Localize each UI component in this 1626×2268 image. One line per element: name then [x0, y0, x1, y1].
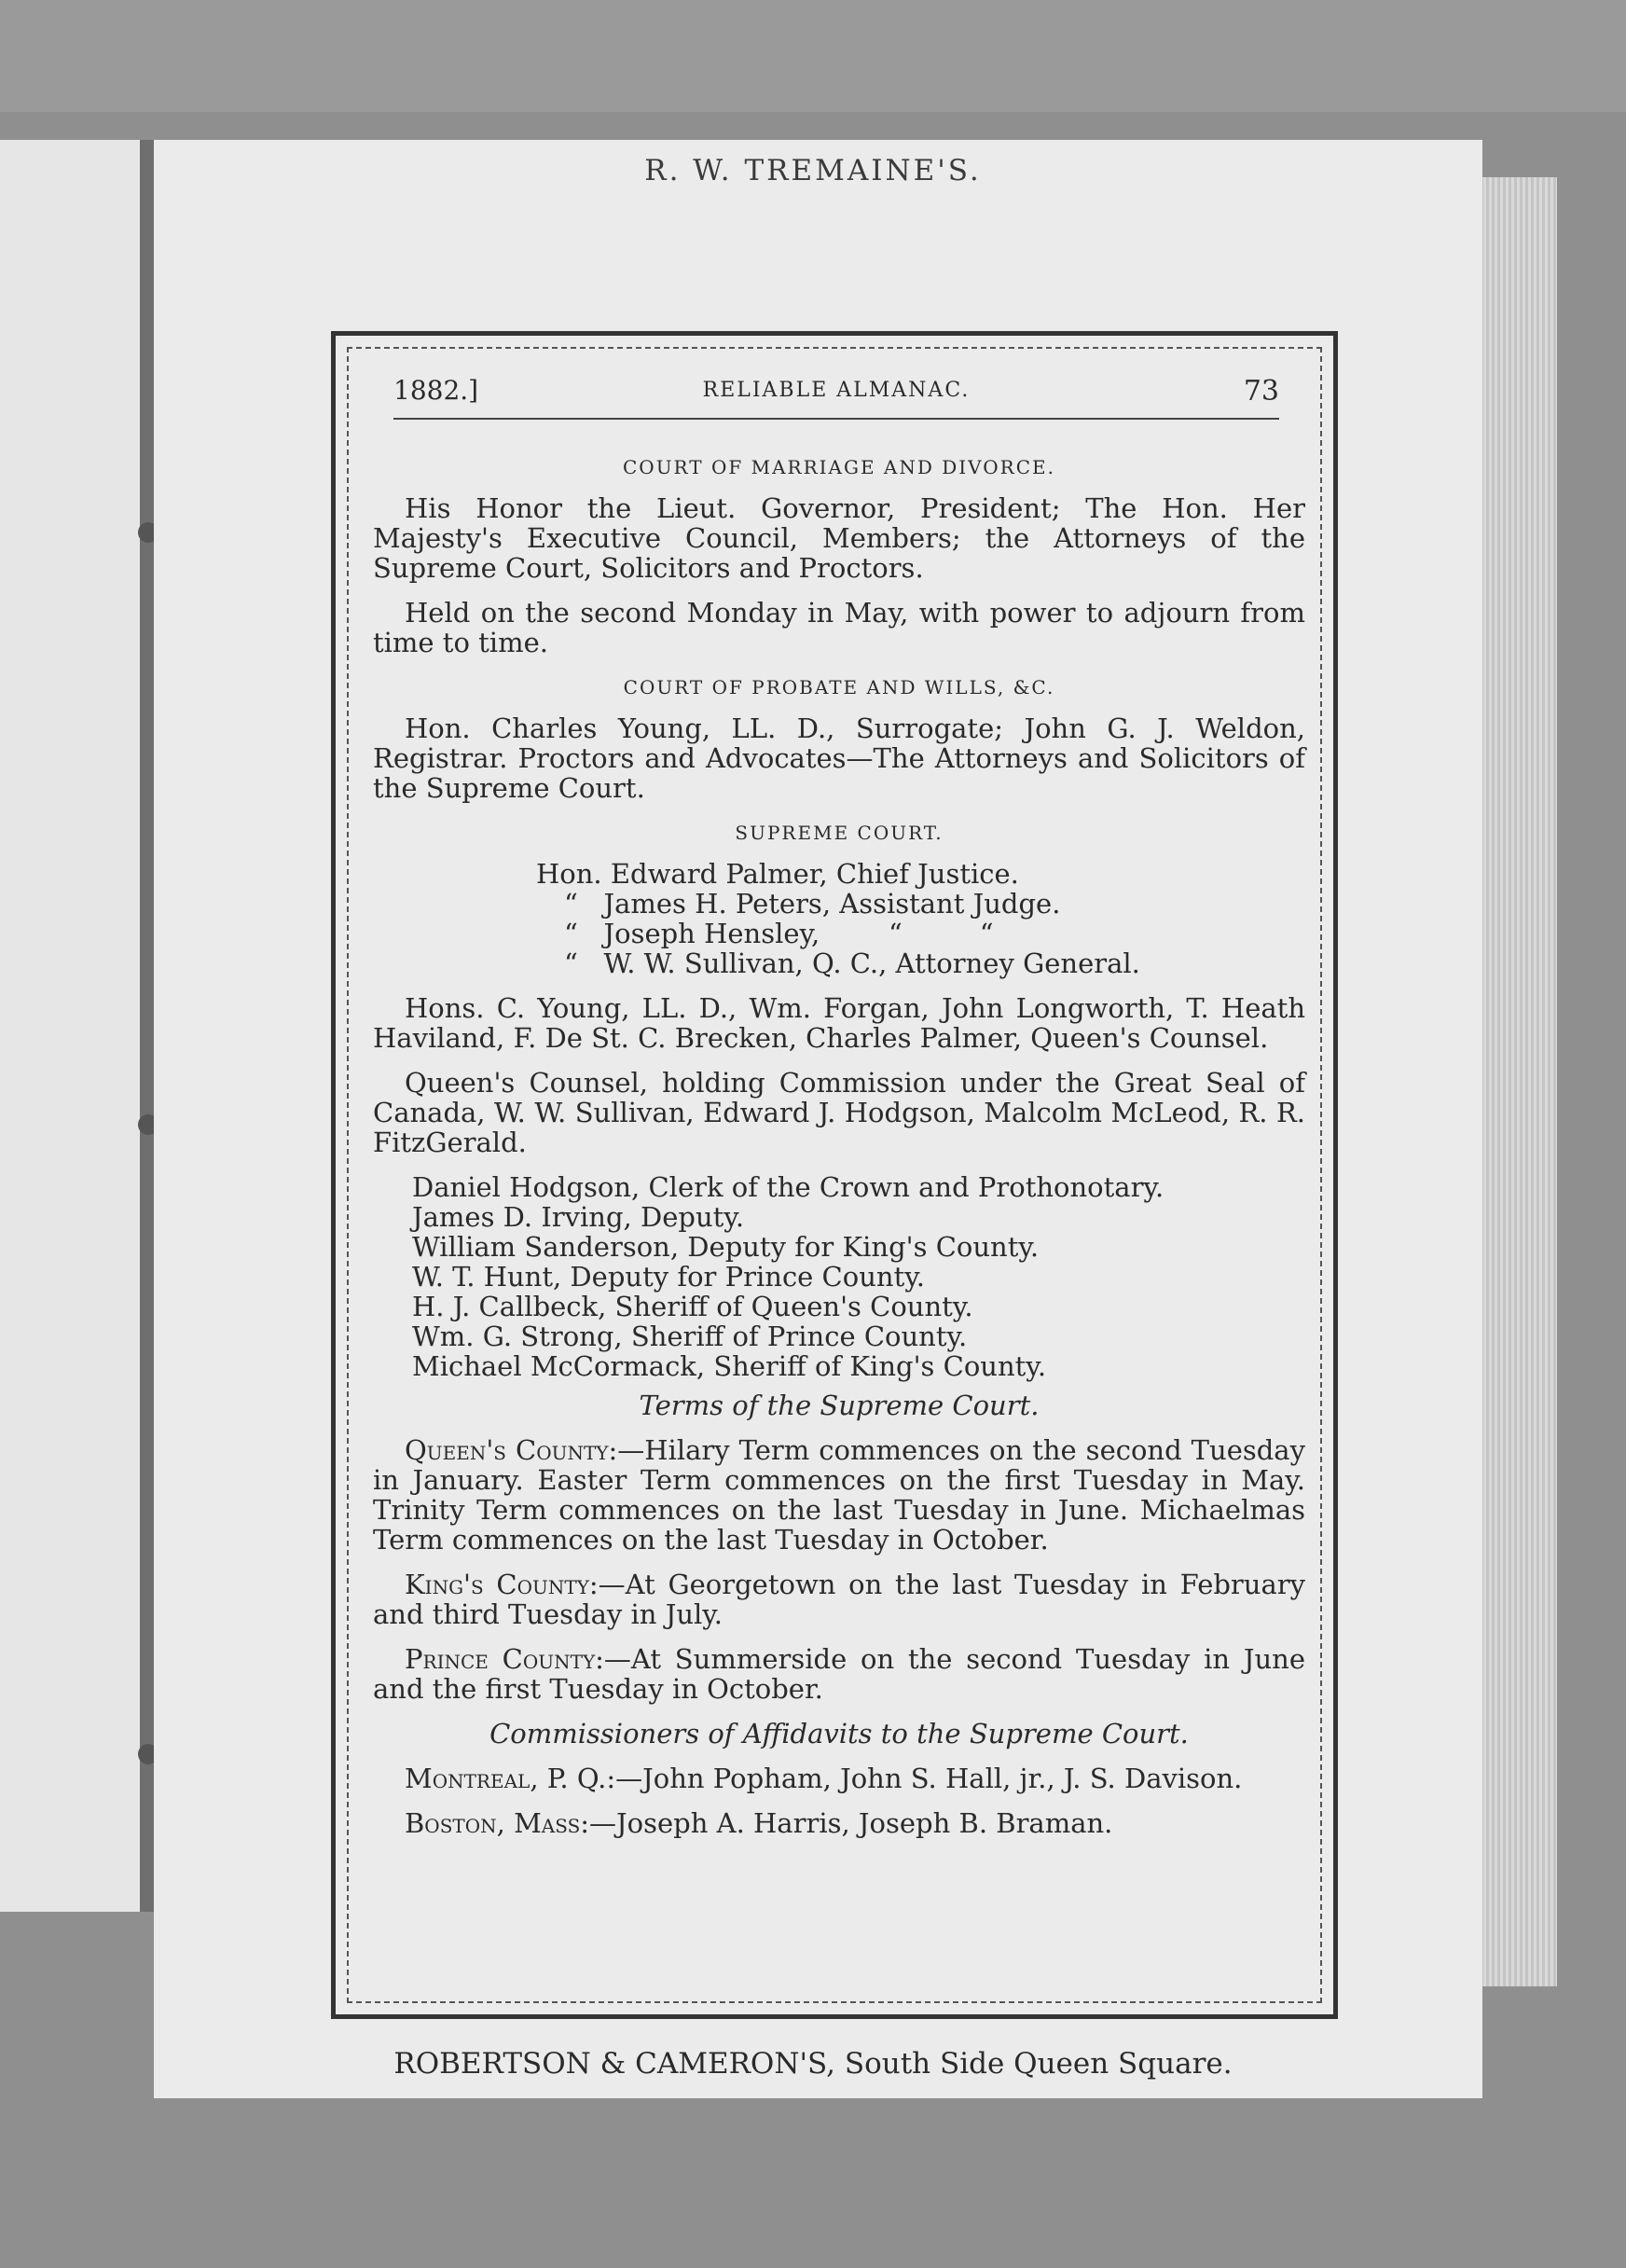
officer-line: W. T. Hunt, Deputy for Prince County. — [412, 1261, 925, 1293]
county-text: :—At Georgetown on the last Tuesday in February and third Tuesday in July. — [373, 1569, 1305, 1630]
county-label: Queen's County — [405, 1434, 609, 1466]
commissioners-boston — [373, 1808, 1305, 1838]
county-label: Prince County — [405, 1643, 596, 1675]
county-text: :—At Summerside on the second Tuesday in June and the first Tuesday in October. — [373, 1643, 1305, 1705]
officer-line: Michael McCormack, Sheriff of King's County. — [412, 1350, 1047, 1382]
page-number: 73 — [1243, 375, 1279, 408]
officer-line: James D. Irving, Deputy. — [412, 1201, 745, 1233]
city-label: Montreal, P. Q. — [405, 1763, 607, 1794]
header-rule — [393, 418, 1279, 420]
probate-paragraph: Hon. Charles Young, LL. D., Surrogate; John G. J. Weldon, Registrar. Proctors and Advocates—The Attorneys and Solicitors of the Supreme Court. — [373, 712, 1305, 804]
terms-prince-county — [373, 1644, 1305, 1704]
officers-list — [373, 1172, 1305, 1381]
officer-line: Daniel Hodgson, Clerk of the Crown and Prothonotary. — [412, 1171, 1164, 1203]
officer-line: Wm. G. Strong, Sheriff of Prince County. — [412, 1321, 968, 1352]
judge-line: “ Joseph Hensley, “ “ — [564, 918, 994, 949]
city-label: Boston, Mass — [405, 1807, 581, 1839]
terms-heading: Terms of the Supreme Court. — [639, 1390, 1040, 1421]
city-text: :—John Popham, John S. Hall, jr., J. S. Davison. — [606, 1763, 1243, 1794]
queens-counsel-paragraph: Hons. C. Young, LL. D., Wm. Forgan, John Longworth, T. Heath Haviland, F. De St. C. Brecken, Charles Palmer, Queen's Counsel. — [373, 992, 1305, 1054]
county-label: King's County — [405, 1569, 589, 1600]
footer-advertisement: ROBERTSON & CAMERON'S, South Side Queen Square. — [393, 2047, 1233, 2081]
terms-kings-county — [373, 1570, 1305, 1629]
judge-line: Hon. Edward Palmer, Chief Justice. — [536, 858, 1019, 890]
commission-paragraph: Queen's Counsel, holding Commission under the Great Seal of Canada, W. W. Sullivan, Edward J. Hodgson, Malcolm McLeod, R. R. FitzGerald. — [373, 1067, 1305, 1158]
page-stack-edge — [1478, 177, 1557, 1986]
running-head: R. W. TREMAINE'S. — [644, 154, 982, 187]
page-content — [373, 452, 1305, 1853]
header-year: 1882.] — [393, 375, 479, 406]
commissioners-heading: Commissioners of Affidavits to the Supreme Court. — [489, 1718, 1189, 1749]
section-heading-supreme: SUPREME COURT. — [735, 822, 944, 844]
judge-line: “ James H. Peters, Assistant Judge. — [564, 888, 1061, 920]
commissioners-montreal — [373, 1763, 1305, 1793]
officer-line: William Sanderson, Deputy for King's County. — [412, 1231, 1040, 1263]
page-frame — [331, 331, 1338, 2019]
page-header — [393, 375, 1279, 412]
section-heading-probate: COURT OF PROBATE AND WILLS, &C. — [623, 676, 1055, 698]
city-text: :—Joseph A. Harris, Joseph B. Braman. — [580, 1807, 1113, 1839]
terms-queens-county — [373, 1435, 1305, 1555]
county-text: :—Hilary Term commences on the second Tuesday in January. Easter Term commences on the first Tuesday in May. Trinity Term commences on the last Tuesday in June. Michaelmas Term commences on the last Tuesday in October. — [373, 1434, 1305, 1556]
officer-line: H. J. Callbeck, Sheriff of Queen's County. — [412, 1291, 973, 1322]
marriage-schedule: Held on the second Monday in May, with power to adjourn from time to time. — [373, 597, 1305, 658]
scanner-background — [0, 0, 1626, 112]
facing-page-edge — [0, 140, 140, 1912]
section-heading-marriage: COURT OF MARRIAGE AND DIVORCE. — [623, 456, 1055, 478]
marriage-paragraph: His Honor the Lieut. Governor, President; The Hon. Her Majesty's Executive Council, Members; the Attorneys of the Supreme Court, Solicitors and Proctors. — [373, 492, 1305, 584]
judges-list — [373, 859, 1305, 978]
header-title: RELIABLE ALMANAC. — [702, 379, 971, 402]
judge-line: “ W. W. Sullivan, Q. C., Attorney General. — [564, 947, 1140, 979]
